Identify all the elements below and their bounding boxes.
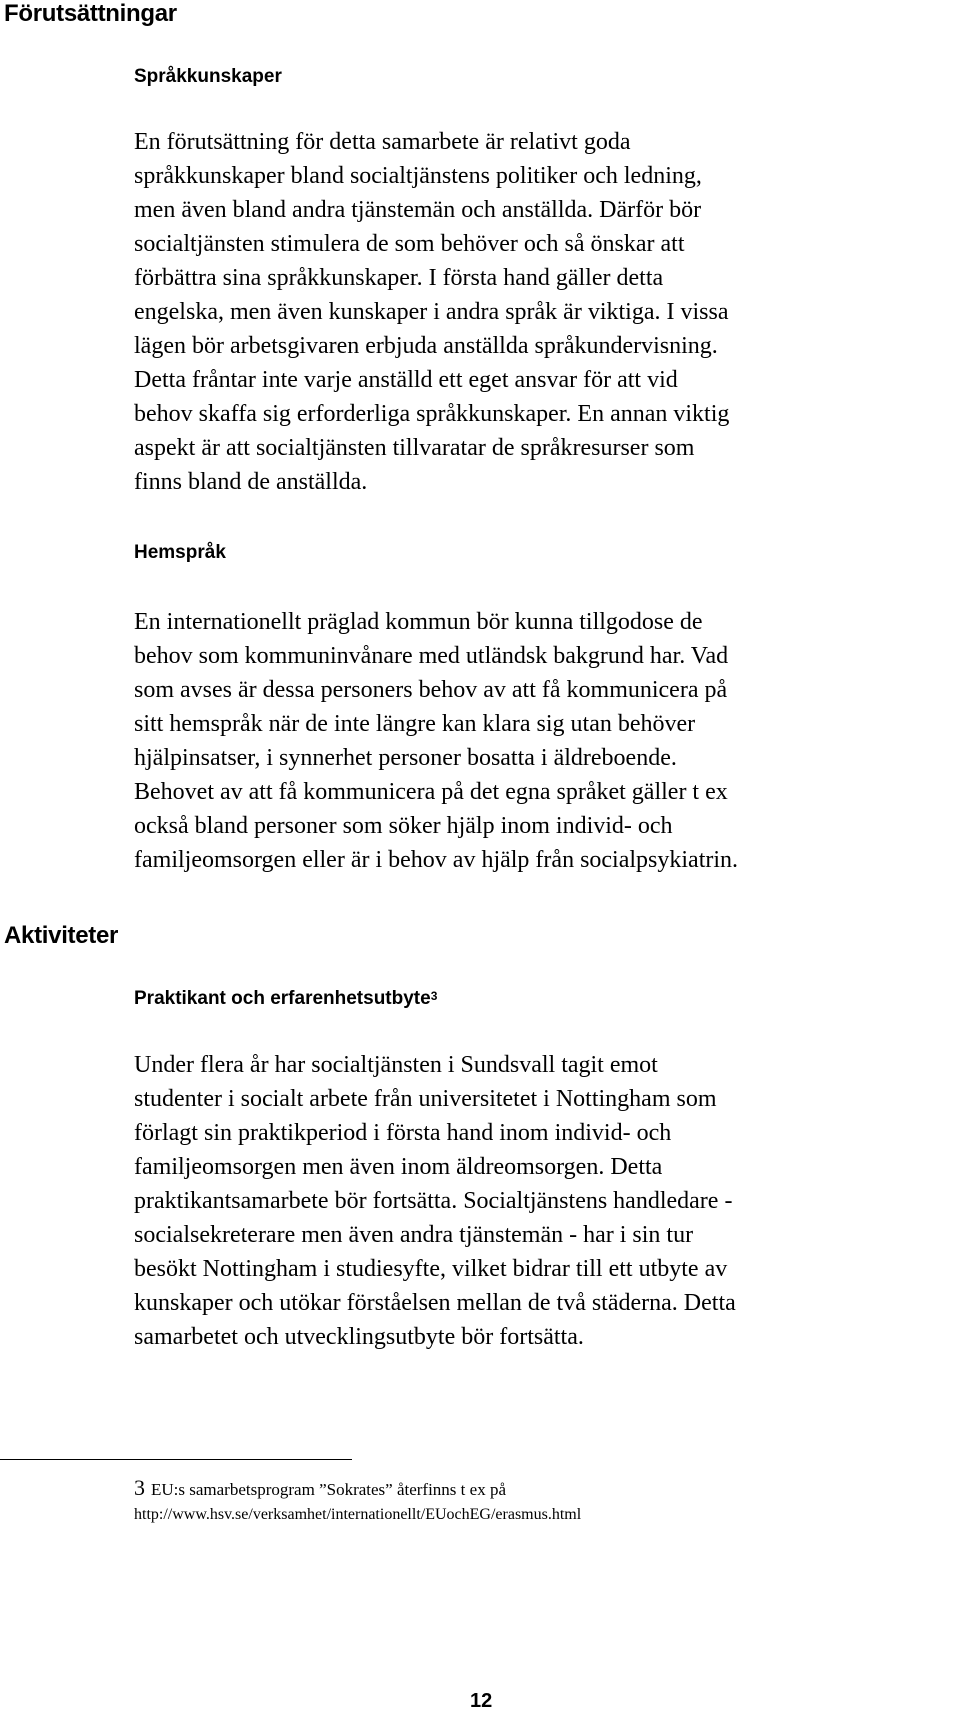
text-line: kunskaper och utökar förståelsen mellan de två städerna. Detta	[134, 1290, 736, 1316]
footnote	[134, 1475, 581, 1527]
text-line: men även bland andra tjänstemän och anställda. Därför bör	[134, 197, 702, 223]
text-line: socialtjänsten stimulera de som behöver och så önskar att	[134, 231, 685, 257]
text-line: förlagt sin praktikperiod i första hand inom individ- och	[134, 1120, 672, 1146]
paragraph-sprakkunskaper	[134, 125, 954, 499]
text-line: aspekt är att socialtjänsten tillvaratar de språkresurser som	[134, 435, 695, 461]
footnote-mark: 3	[134, 1475, 145, 1500]
footnote-divider	[0, 1459, 352, 1460]
text-line: Behovet av att få kommunicera på det egna språket gäller t ex	[134, 779, 728, 805]
text-line: familjeomsorgen eller är i behov av hjälp från socialpsykiatrin.	[134, 847, 739, 873]
text-line: Under flera år har socialtjänsten i Sundsvall tagit emot	[134, 1052, 658, 1078]
footnote-text: EU:s samarbetsprogram ”Sokrates” återfinns t ex på	[151, 1480, 506, 1499]
text-line: förbättra sina språkkunskaper. I första hand gäller detta	[134, 265, 664, 291]
heading-praktikant-text: Praktikant och erfarenhetsutbyte	[134, 988, 431, 1009]
section-heading-aktiviteter: Aktiviteter	[4, 922, 119, 949]
text-line: sitt hemspråk när de inte längre kan klara sig utan behöver	[134, 711, 696, 737]
text-line: behov skaffa sig erforderliga språkkunskaper. En annan viktig	[134, 401, 730, 427]
text-line: En förutsättning för detta samarbete är relativt goda	[134, 129, 631, 155]
text-line: studenter i socialt arbete från universitetet i Nottingham som	[134, 1086, 717, 1112]
text-line: En internationellt präglad kommun bör kunna tillgodose de	[134, 609, 703, 635]
text-line: socialsekreterare men även andra tjänstemän - har i sin tur	[134, 1222, 694, 1248]
text-line: hjälpinsatser, i synnerhet personer bosatta i äldreboende.	[134, 745, 677, 771]
text-line: familjeomsorgen men även inom äldreomsorgen. Detta	[134, 1154, 663, 1180]
heading-sprakkunskaper: Språkkunskaper	[134, 66, 282, 87]
section-heading-forutsattningar: Förutsättningar	[4, 0, 177, 27]
text-line: som avses är dessa personers behov av att få kommunicera på	[134, 677, 728, 703]
footnote-reference: 3	[430, 989, 438, 1003]
text-line: finns bland de anställda.	[134, 469, 368, 495]
text-line: praktikantsamarbete bör fortsätta. Socialtjänstens handledare -	[134, 1188, 733, 1214]
text-line: samarbetet och utvecklingsutbyte bör fortsätta.	[134, 1324, 584, 1350]
heading-praktikant	[134, 988, 437, 1010]
text-line: besökt Nottingham i studiesyfte, vilket bidrar till ett utbyte av	[134, 1256, 728, 1282]
page-number: 12	[470, 1690, 493, 1712]
text-line: språkkunskaper bland socialtjänstens politiker och ledning,	[134, 163, 702, 189]
footnote-url: http://www.hsv.se/verksamhet/internationellt/EUochEG/erasmus.html	[134, 1506, 582, 1523]
text-line: Detta fråntar inte varje anställd ett eget ansvar för att vid	[134, 367, 678, 393]
paragraph-praktikant	[134, 1048, 954, 1354]
heading-hemsprak: Hemspråk	[134, 542, 226, 563]
text-line: engelska, men även kunskaper i andra språk är viktiga. I vissa	[134, 299, 729, 325]
text-line: behov som kommuninvånare med utländsk bakgrund har. Vad	[134, 643, 729, 669]
text-line: också bland personer som söker hjälp inom individ- och	[134, 813, 673, 839]
paragraph-hemsprak	[134, 605, 954, 877]
text-line: lägen bör arbetsgivaren erbjuda anställda språkundervisning.	[134, 333, 718, 359]
